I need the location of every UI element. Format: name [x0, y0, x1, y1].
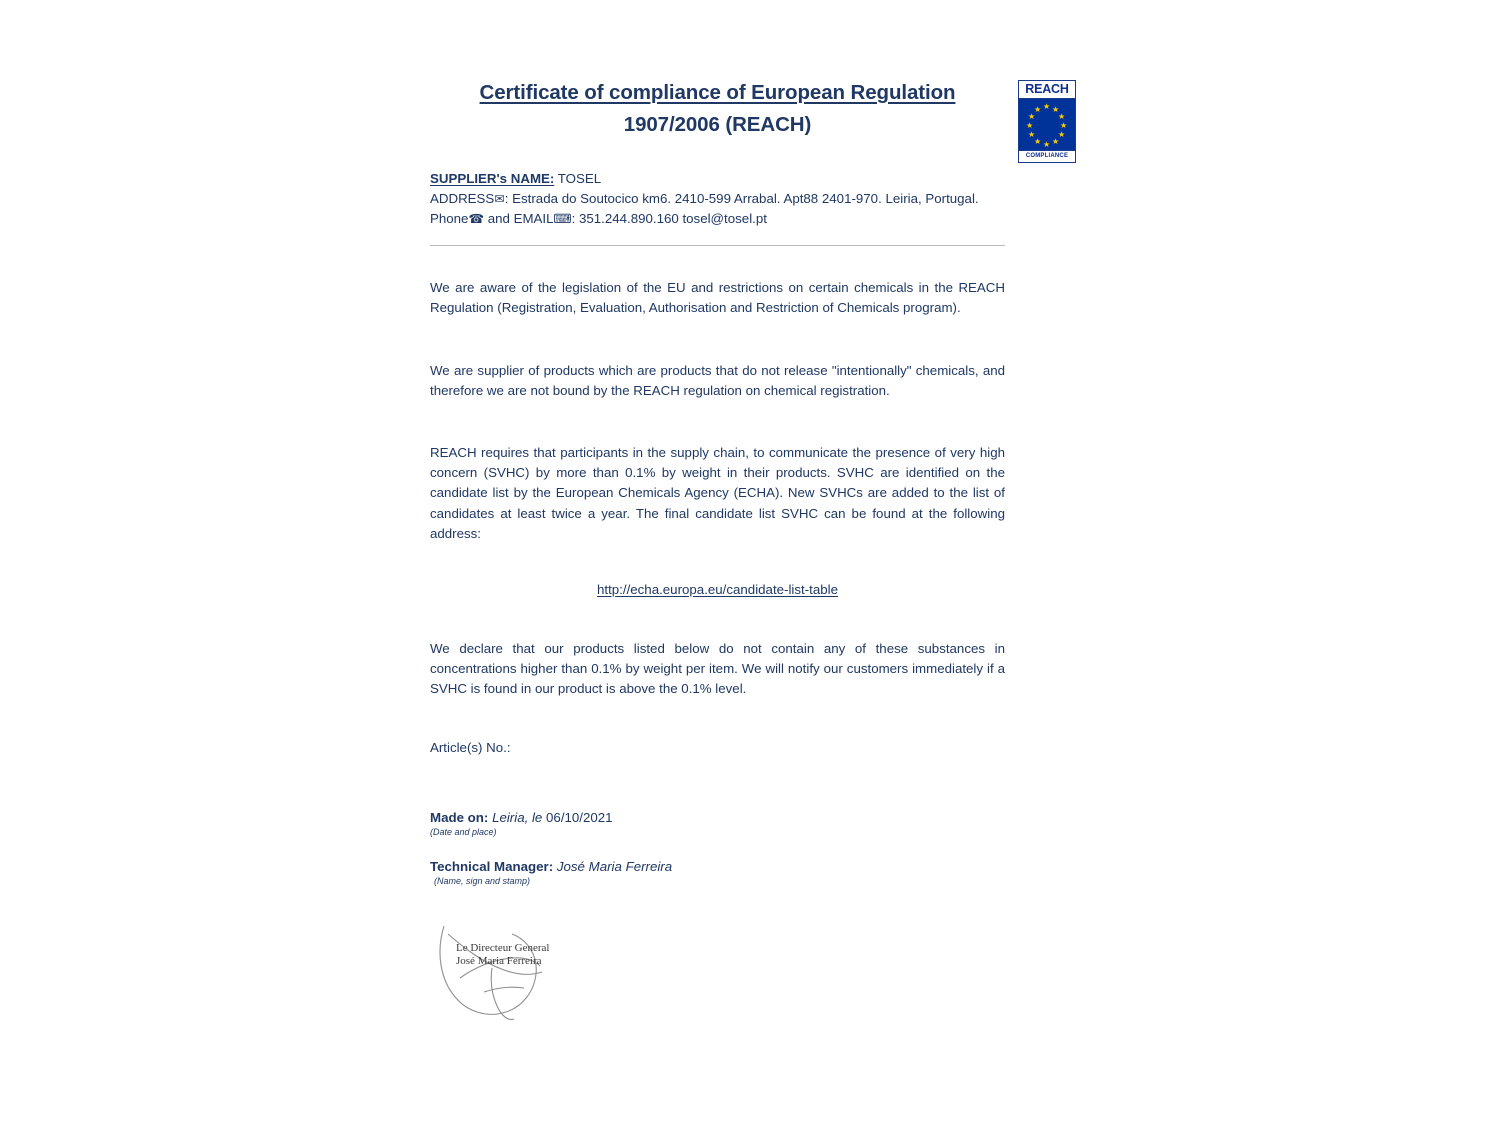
supplier-contact-line	[430, 209, 1005, 229]
reach-compliance-logo	[1018, 80, 1076, 163]
supplier-phone-label: Phone	[430, 211, 469, 227]
made-on-hint: (Date and place)	[430, 826, 497, 837]
supplier-address-label: ADDRESS	[430, 191, 495, 207]
star-icon: ★	[1026, 121, 1034, 130]
paragraph-declaration: We declare that our products listed below do not contain any of these substances in concentrations higher than 0.1% by weight per item. We will notify our customers immediately if a SVHC is found in our product is above the 0.1% level.	[430, 641, 1005, 697]
eu-flag-icon	[1019, 99, 1075, 150]
star-icon: ★	[1058, 112, 1066, 121]
supplier-details	[430, 169, 1005, 229]
paragraph-svhc-requirements: REACH requires that participants in the supply chain, to communicate the presence of very high concern (SVHC) by more than 0.1% by weight in their products. SVHC are identified on the candidate list by the European Chemicals Agency (ECHA). New SVHCs are added to the list of candidates at least twice a year. The final candidate list SVHC can be found at the following address:	[430, 445, 1005, 541]
supplier-address-line	[430, 189, 1005, 209]
star-icon: ★	[1028, 130, 1036, 139]
technical-manager-label: Technical Manager:	[430, 858, 554, 874]
star-icon: ★	[1052, 137, 1060, 146]
supplier-address-value: : Estrada do Soutocico km6. 2410-599 Arrabal. Apt88 2401-970. Leiria, Portugal.	[504, 191, 979, 207]
star-icon: ★	[1043, 102, 1051, 111]
star-icon: ★	[1028, 112, 1036, 121]
page-title	[430, 78, 1005, 139]
telephone-icon: ☎	[468, 211, 485, 227]
star-icon: ★	[1060, 121, 1068, 130]
made-on-label: Made on:	[430, 809, 489, 825]
star-icon: ★	[1034, 105, 1042, 114]
supplier-name-label: SUPPLIER's NAME:	[430, 171, 555, 187]
document-body	[430, 78, 1005, 1023]
reach-logo-bottom-text: COMPLIANCE	[1019, 150, 1075, 162]
supplier-name-value: TOSEL	[557, 171, 602, 187]
paragraph-awareness: We are aware of the legislation of the EU and restrictions on certain chemicals in the REACH Regulation (Registration, Evaluation, Authorisation and Restriction of Chemicals program).	[430, 280, 1005, 316]
paragraph-supplier-statement: We are supplier of products which are products that do not release "intentionally" chemicals, and therefore we are not bound by the REACH regulation on chemical registration.	[430, 362, 1005, 398]
divider	[430, 245, 1005, 246]
page-title-line1: Certificate of compliance of European Regulation	[479, 81, 956, 104]
reach-logo-top-text: REACH	[1019, 81, 1075, 99]
supplier-email-label: and EMAIL	[484, 211, 554, 227]
article-numbers-label: Article(s) No.:	[430, 739, 511, 755]
made-on-date: 06/10/2021	[546, 809, 613, 825]
star-icon: ★	[1052, 105, 1060, 114]
handwritten-signature	[430, 918, 620, 1023]
page-title-line2: 1907/2006 (REACH)	[623, 112, 812, 136]
signature-stroke-icon	[430, 918, 620, 1023]
star-icon: ★	[1058, 130, 1066, 139]
star-icon: ★	[1043, 140, 1051, 149]
supplier-name-line	[430, 169, 1005, 189]
signature-block	[430, 810, 1005, 1023]
star-icon: ★	[1034, 137, 1042, 146]
technical-manager-hint: (Name, sign and stamp)	[434, 875, 531, 886]
made-on-line	[430, 810, 1005, 825]
candidate-list-link[interactable]: http://echa.europa.eu/candidate-list-table	[597, 582, 838, 598]
signature-stamp-text	[456, 942, 549, 970]
envelope-icon: ✉	[494, 191, 505, 207]
technical-manager-line	[430, 859, 1005, 874]
signature-stamp-line2: José Maria Ferreira	[456, 955, 542, 968]
supplier-contact-value: : 351.244.890.160 tosel@tosel.pt	[571, 211, 767, 227]
candidate-list-link-line	[430, 582, 1005, 597]
screen-icon: ⌨	[553, 211, 572, 227]
made-on-place: Leiria, le	[492, 809, 543, 825]
technical-manager-name: José Maria Ferreira	[556, 858, 673, 874]
signature-stamp-line1: Le Directeur General	[456, 941, 550, 954]
